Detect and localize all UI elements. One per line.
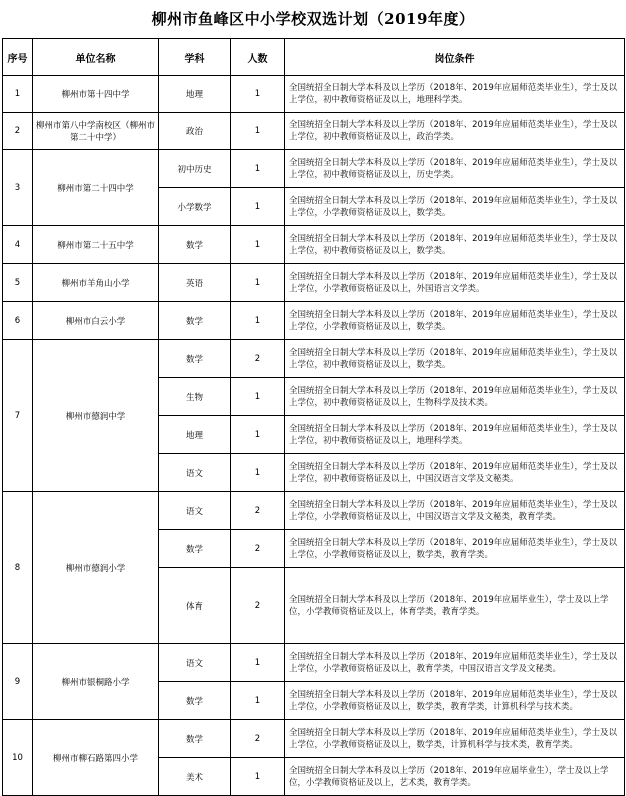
cell-conditions: 全国统招全日制大学本科及以上学历（2018年、2019年应届毕业生），学士及以上学位，小学教师资格证及以上，艺术类，教育学类。 <box>285 758 625 796</box>
cell-subject: 生物 <box>159 378 231 416</box>
cell-unit-name: 柳州市羊角山小学 <box>33 264 159 302</box>
table-row <box>3 264 625 302</box>
table-row <box>3 113 625 150</box>
cell-no: 6 <box>3 302 33 340</box>
cell-subject: 数学 <box>159 226 231 264</box>
cell-count: 1 <box>231 644 285 682</box>
cell-count: 2 <box>231 530 285 568</box>
table-row <box>3 226 625 264</box>
cell-count: 1 <box>231 264 285 302</box>
cell-subject: 地理 <box>159 76 231 113</box>
cell-conditions: 全国统招全日制大学本科及以上学历（2018年、2019年应届师范类毕业生），学士及以上学位，初中教师资格证及以上，地理科学类。 <box>285 416 625 454</box>
header-subject: 学科 <box>159 39 231 76</box>
cell-count: 1 <box>231 76 285 113</box>
page-title: 柳州市鱼峰区中小学校双选计划（2019年度） <box>151 10 475 28</box>
header-unit: 单位名称 <box>33 39 159 76</box>
cell-conditions: 全国统招全日制大学本科及以上学历（2018年、2019年应届师范类毕业生），学士及以上学位，初中教师资格证及以上，数学类。 <box>285 226 625 264</box>
cell-count: 1 <box>231 302 285 340</box>
cell-no: 1 <box>3 76 33 113</box>
cell-no: 10 <box>3 720 33 796</box>
cell-subject: 美术 <box>159 758 231 796</box>
cell-subject: 体育 <box>159 568 231 644</box>
cell-count: 2 <box>231 340 285 378</box>
cell-count: 1 <box>231 188 285 226</box>
table-row <box>3 76 625 113</box>
cell-conditions: 全国统招全日制大学本科及以上学历（2018年、2019年应届师范类毕业生），学士及以上学位，初中教师资格证及以上，地理科学类。 <box>285 76 625 113</box>
cell-count: 1 <box>231 226 285 264</box>
cell-conditions: 全国统招全日制大学本科及以上学历（2018年、2019年应届师范类毕业生），学士及以上学位，初中教师资格证及以上，生物科学及技术类。 <box>285 378 625 416</box>
cell-conditions: 全国统招全日制大学本科及以上学历（2018年、2019年应届师范类毕业生），学士及以上学位，小学教师资格证及以上，数学类，教育学类。 <box>285 530 625 568</box>
table-row <box>3 302 625 340</box>
cell-unit-name: 柳州市德润小学 <box>33 492 159 644</box>
cell-unit-name: 柳州市白云小学 <box>33 302 159 340</box>
cell-unit-name: 柳州市第十四中学 <box>33 76 159 113</box>
cell-subject: 数学 <box>159 682 231 720</box>
cell-conditions: 全国统招全日制大学本科及以上学历（2018年、2019年应届师范类毕业生），学士及以上学位，小学教师资格证及以上，外国语言文学类。 <box>285 264 625 302</box>
cell-conditions: 全国统招全日制大学本科及以上学历（2018年、2019年应届毕业生），学士及以上学位，小学教师资格证及以上，体育学类，教育学类。 <box>285 568 625 644</box>
cell-unit-name: 柳州市德润中学 <box>33 340 159 492</box>
cell-subject: 初中历史 <box>159 150 231 188</box>
cell-unit-name: 柳州市第二十四中学 <box>33 150 159 226</box>
cell-conditions: 全国统招全日制大学本科及以上学历（2018年、2019年应届师范类毕业生），学士及以上学位，小学教师资格证及以上，数学类。 <box>285 302 625 340</box>
cell-conditions: 全国统招全日制大学本科及以上学历（2018年、2019年应届师范类毕业生），学士及以上学位，小学教师资格证及以上，教育学类，中国汉语言文学及文秘类。 <box>285 644 625 682</box>
cell-unit-name: 柳州市第八中学南校区（柳州市第二十中学） <box>33 113 159 150</box>
cell-no: 3 <box>3 150 33 226</box>
cell-no: 8 <box>3 492 33 644</box>
cell-unit-name: 柳州市第二十五中学 <box>33 226 159 264</box>
header-count: 人数 <box>231 39 285 76</box>
cell-subject: 数学 <box>159 720 231 758</box>
cell-conditions: 全国统招全日制大学本科及以上学历（2018年、2019年应届师范类毕业生），学士及以上学位，小学教师资格证及以上，中国汉语言文学及文秘类，教育学类。 <box>285 492 625 530</box>
recruitment-table <box>2 38 625 796</box>
cell-conditions: 全国统招全日制大学本科及以上学历（2018年、2019年应届师范类毕业生），学士及以上学位，初中教师资格证及以上，中国汉语言文学及文秘类。 <box>285 454 625 492</box>
cell-subject: 数学 <box>159 530 231 568</box>
cell-unit-name: 柳州市银桐路小学 <box>33 644 159 720</box>
cell-no: 2 <box>3 113 33 150</box>
cell-count: 1 <box>231 758 285 796</box>
header-no: 序号 <box>3 39 33 76</box>
table-row <box>3 644 625 682</box>
cell-conditions: 全国统招全日制大学本科及以上学历（2018年、2019年应届师范类毕业生），学士及以上学位，小学教师资格证及以上，数学类，教育学类，计算机科学与技术类。 <box>285 682 625 720</box>
cell-conditions: 全国统招全日制大学本科及以上学历（2018年、2019年应届师范类毕业生），学士及以上学位，小学教师资格证及以上，数学类，计算机科学与技术类，教育学类。 <box>285 720 625 758</box>
cell-count: 2 <box>231 492 285 530</box>
cell-conditions: 全国统招全日制大学本科及以上学历（2018年、2019年应届师范类毕业生），学士及以上学位，初中教师资格证及以上，数学类。 <box>285 340 625 378</box>
cell-count: 1 <box>231 682 285 720</box>
cell-count: 2 <box>231 568 285 644</box>
cell-subject: 语文 <box>159 644 231 682</box>
cell-conditions: 全国统招全日制大学本科及以上学历（2018年、2019年应届师范类毕业生），学士及以上学位，小学教师资格证及以上，数学类。 <box>285 188 625 226</box>
cell-count: 1 <box>231 416 285 454</box>
cell-no: 9 <box>3 644 33 720</box>
cell-subject: 数学 <box>159 340 231 378</box>
cell-subject: 语文 <box>159 454 231 492</box>
cell-subject: 小学数学 <box>159 188 231 226</box>
cell-unit-name: 柳州市柳石路第四小学 <box>33 720 159 796</box>
table-row <box>3 720 625 758</box>
cell-subject: 语文 <box>159 492 231 530</box>
cell-count: 1 <box>231 454 285 492</box>
cell-count: 1 <box>231 113 285 150</box>
cell-subject: 英语 <box>159 264 231 302</box>
cell-no: 4 <box>3 226 33 264</box>
cell-conditions: 全国统招全日制大学本科及以上学历（2018年、2019年应届师范类毕业生），学士及以上学位，初中教师资格证及以上，政治学类。 <box>285 113 625 150</box>
cell-subject: 政治 <box>159 113 231 150</box>
table-row <box>3 150 625 188</box>
cell-subject: 地理 <box>159 416 231 454</box>
cell-subject: 数学 <box>159 302 231 340</box>
cell-count: 1 <box>231 150 285 188</box>
table-body <box>3 76 625 796</box>
cell-count: 1 <box>231 378 285 416</box>
table-row <box>3 492 625 530</box>
cell-no: 7 <box>3 340 33 492</box>
cell-conditions: 全国统招全日制大学本科及以上学历（2018年、2019年应届师范类毕业生），学士及以上学位，初中教师资格证及以上，历史学类。 <box>285 150 625 188</box>
cell-count: 2 <box>231 720 285 758</box>
cell-no: 5 <box>3 264 33 302</box>
header-row <box>3 39 625 76</box>
header-conditions: 岗位条件 <box>285 39 625 76</box>
table-row <box>3 340 625 378</box>
